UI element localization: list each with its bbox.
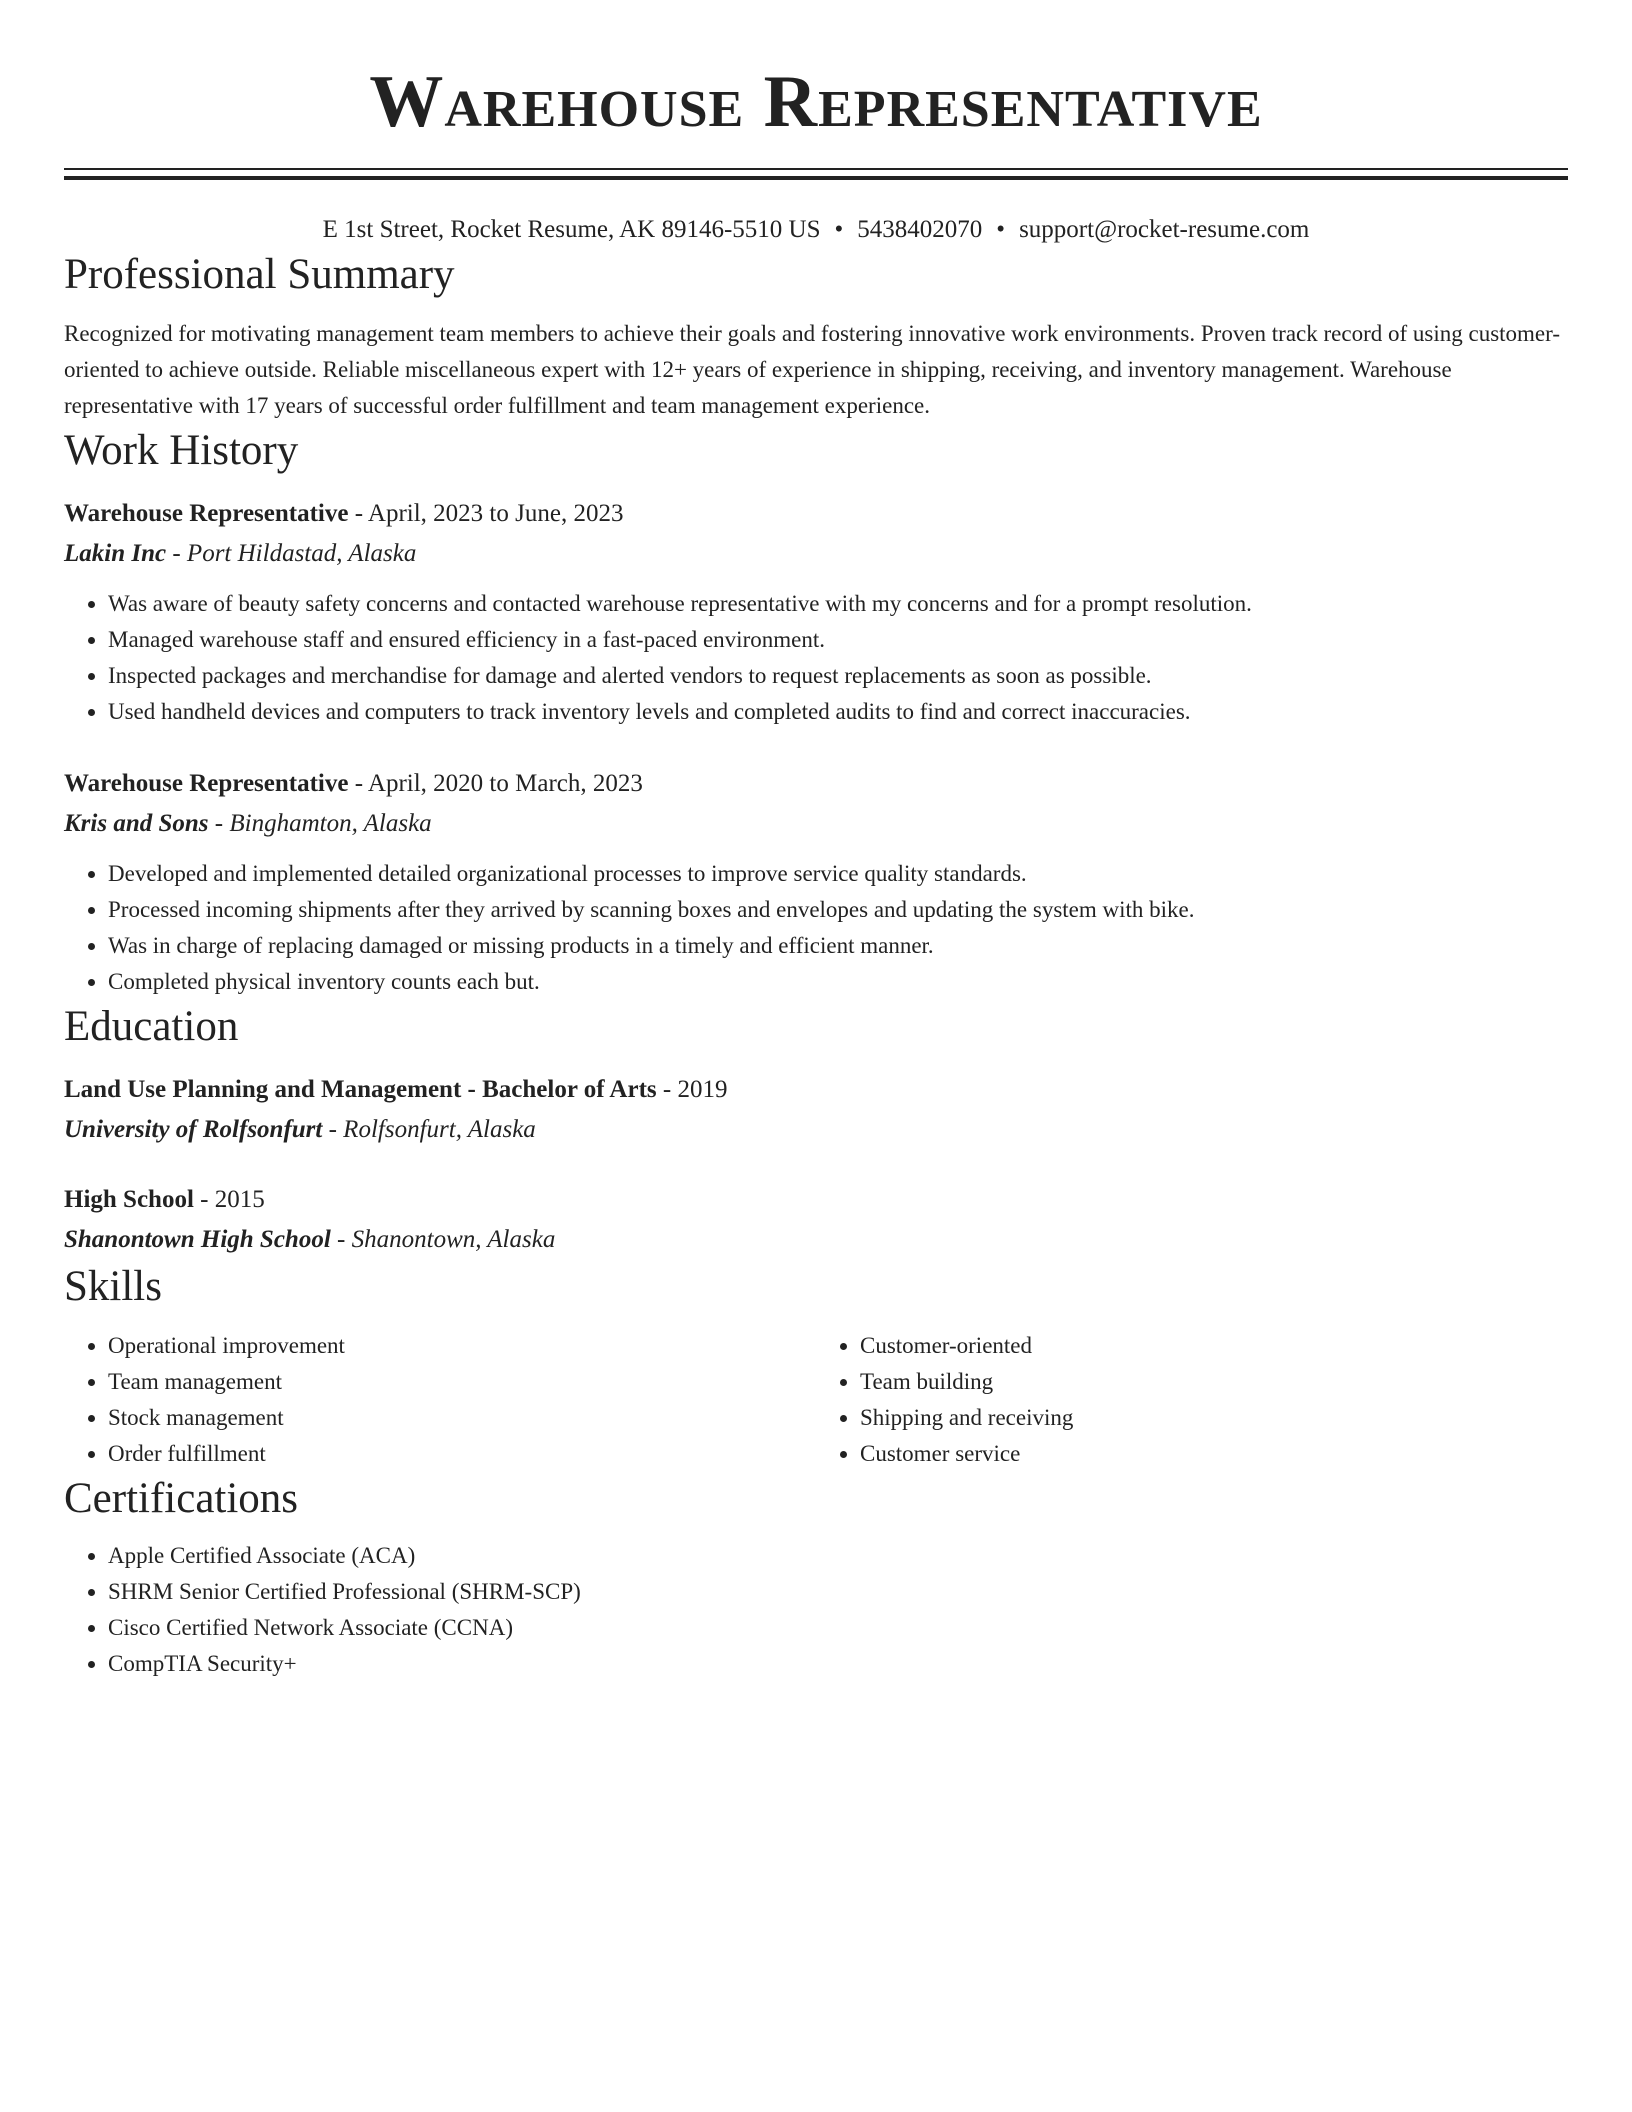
certification-item: • CompTIA Security+: [108, 1646, 1568, 1682]
skills-heading: Skills: [64, 1263, 162, 1310]
job-company-line: [64, 534, 1568, 574]
contact-address: E 1st Street, Rocket Resume, AK 89146-5510 US: [322, 216, 821, 243]
job-dates: - April, 2020 to March, 2023: [348, 770, 643, 797]
job-bullet: • Managed warehouse staff and ensured efficiency in a fast-paced environment.: [108, 622, 1568, 658]
job-title-line: [64, 494, 1568, 534]
certification-item: • SHRM Senior Certified Professional (SHRM-SCP): [108, 1574, 1568, 1610]
skill-item: • Stock management: [108, 1400, 816, 1436]
summary-heading: Professional Summary: [64, 251, 455, 298]
job-company: Lakin Inc: [64, 540, 167, 567]
work-history-heading: Work History: [64, 427, 299, 474]
skills-column-right: [816, 1328, 1568, 1472]
job-bullet: • Processed incoming shipments after they arrived by scanning boxes and envelopes and updating the system with bike.: [108, 892, 1568, 928]
skill-item: • Team building: [860, 1364, 1568, 1400]
job-bullets: [64, 586, 1568, 730]
education-location: - Rolfsonfurt, Alaska: [322, 1116, 536, 1143]
job-title: Warehouse Representative: [64, 500, 349, 527]
job-location: - Port Hildastad, Alaska: [166, 540, 417, 567]
education-degree: High School: [64, 1186, 194, 1213]
job-bullet: • Developed and implemented detailed organizational processes to improve service quality standards.: [108, 856, 1568, 892]
job-bullet: • Inspected packages and merchandise for damage and alerted vendors to request replacements as soon as possible.: [108, 658, 1568, 694]
education-entry: [64, 1070, 1568, 1150]
contact-phone: 5438402070: [857, 216, 983, 243]
education-school-line: [64, 1220, 1568, 1260]
contact-email: support@rocket-resume.com: [1019, 216, 1310, 243]
job-bullet: • Was in charge of replacing damaged or missing products in a timely and efficient manner.: [108, 928, 1568, 964]
certifications-list: [64, 1538, 1568, 1682]
job-entry: [64, 764, 1568, 1000]
job-title: Warehouse Representative: [64, 770, 349, 797]
skill-item: • Order fulfillment: [108, 1436, 816, 1472]
education-school: Shanontown High School: [64, 1226, 331, 1253]
contact-line: [64, 212, 1568, 248]
job-company: Kris and Sons: [64, 810, 209, 837]
education-entry: [64, 1180, 1568, 1260]
job-title-line: [64, 764, 1568, 804]
skills-column-left: [64, 1328, 816, 1472]
skill-item: • Operational improvement: [108, 1328, 816, 1364]
contact-separator: •: [834, 216, 844, 243]
summary-text: Recognized for motivating management team members to achieve their goals and fostering innovative work environments. Proven track record of using customer-oriented to achieve outside. Reliable miscellaneous expert with 12+ years of experience in shipping, receiving, and inventory management. Warehouse representative with 17 years of successful order fulfillment and team management experience.: [64, 321, 1560, 418]
resume-title: Warehouse Representative: [369, 61, 1263, 143]
certification-item: • Cisco Certified Network Associate (CCNA): [108, 1610, 1568, 1646]
job-company-line: [64, 804, 1568, 844]
title-rule-thin: [64, 168, 1568, 170]
job-bullet: • Was aware of beauty safety concerns and contacted warehouse representative with my concerns and for a prompt resolution.: [108, 586, 1568, 622]
skills-grid: [64, 1328, 1568, 1472]
job-location: - Binghamton, Alaska: [208, 810, 432, 837]
education-degree: Land Use Planning and Management - Bachelor of Arts: [64, 1076, 657, 1103]
education-degree-line: [64, 1180, 1568, 1220]
job-dates: - April, 2023 to June, 2023: [348, 500, 624, 527]
job-bullets: [64, 856, 1568, 1000]
skill-item: • Team management: [108, 1364, 816, 1400]
certifications-heading: Certifications: [64, 1475, 299, 1522]
certification-item: • Apple Certified Associate (ACA): [108, 1538, 1568, 1574]
education-degree-line: [64, 1070, 1568, 1110]
education-location: - Shanontown, Alaska: [330, 1226, 556, 1253]
job-bullet: • Completed physical inventory counts each but.: [108, 964, 1568, 1000]
skill-item: • Shipping and receiving: [860, 1400, 1568, 1436]
education-year: - 2019: [656, 1076, 728, 1103]
contact-separator: •: [996, 216, 1006, 243]
education-year: - 2015: [193, 1186, 265, 1213]
skill-item: • Customer-oriented: [860, 1328, 1568, 1364]
title-rule-thick: [64, 176, 1568, 180]
education-heading: Education: [64, 1003, 239, 1050]
job-bullet: • Used handheld devices and computers to track inventory levels and completed audits to find and correct inaccuracies.: [108, 694, 1568, 730]
skill-item: • Customer service: [860, 1436, 1568, 1472]
job-entry: [64, 494, 1568, 730]
education-school: University of Rolfsonfurt: [64, 1116, 323, 1143]
education-school-line: [64, 1110, 1568, 1150]
